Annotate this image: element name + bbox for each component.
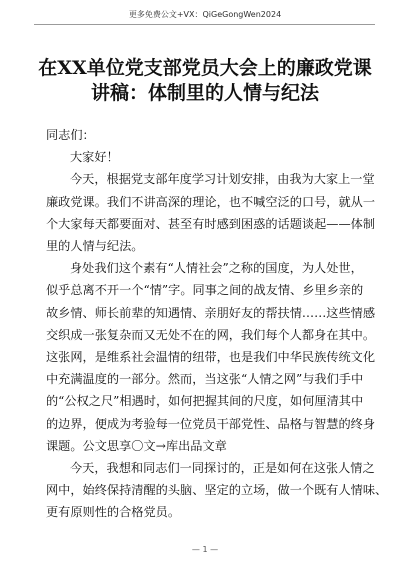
paragraph-2-line: 似乎总离不开一个“情”字。同事之间的战友情、乡里乡亲的	[46, 283, 364, 298]
paragraph-2-line: 的边界，便成为考验每一位党员干部党性、品格与智慧的终身	[46, 416, 376, 431]
title-line-1: 在XX单位党支部党员大会上的廉政党课	[38, 57, 372, 79]
document-title	[30, 56, 380, 106]
paragraph-2-line: 的“公权之尺”相遇时，如何把握其间的尺度，如何厘清其中	[46, 394, 364, 409]
page-number: — 1 —	[191, 545, 219, 554]
paragraph-3-line: 网中，始终保持清醒的头脑、坚定的立场，做一个既有人情味、	[46, 483, 388, 498]
paragraph-2-line: 课题。公文思享〇文→库出品文章	[46, 438, 227, 453]
paragraph-3-line: 更有原则性的合格党员。	[46, 505, 181, 520]
paragraph-3-line: 今天，我想和同志们一同探讨的，正是如何在这张人情之	[70, 461, 375, 476]
paragraph-1-line: 今天，根据党支部年度学习计划安排，由我为大家上一堂	[70, 172, 375, 187]
greeting-text: 大家好！	[70, 150, 119, 165]
page-header: 更多免费公文+VX：QiGeGongWen2024	[128, 10, 282, 19]
paragraph-2-line: 身处我们这个素有“人情社会”之称的国度，为人处世，	[70, 261, 363, 276]
paragraph-1-line: 里的人情与纪法。	[46, 239, 144, 254]
paragraph-2	[46, 257, 376, 457]
paragraph-1-line: 个大家每天都要面对、甚至有时感到困惑的话题谈起——体制	[46, 216, 376, 231]
document-body	[46, 124, 388, 524]
greeting	[46, 146, 371, 168]
paragraph-1	[46, 168, 376, 257]
paragraph-1-line: 廉政党课。我们不讲高深的理论，也不喊空泛的口号，就从一	[46, 194, 376, 209]
paragraph-2-line: 故乡情、师长前辈的知遇情、亲朋好友的帮扶情……这些情感	[46, 305, 376, 320]
paragraph-3	[46, 457, 388, 524]
header-divider	[34, 24, 375, 25]
salutation-text: 同志们：	[46, 128, 95, 142]
title-line-2: 讲稿：体制里的人情与纪法	[90, 82, 319, 104]
salutation	[46, 124, 371, 146]
paragraph-2-line: 中充满温度的一部分。然而，当这张“人情之网”与我们手中	[46, 372, 364, 387]
paragraph-2-line: 交织成一张复杂而又无处不在的网，我们每个人都身在其中。	[46, 327, 376, 342]
paragraph-2-line: 这张网，是维系社会温情的纽带，也是我们中华民族传统文化	[46, 350, 376, 365]
